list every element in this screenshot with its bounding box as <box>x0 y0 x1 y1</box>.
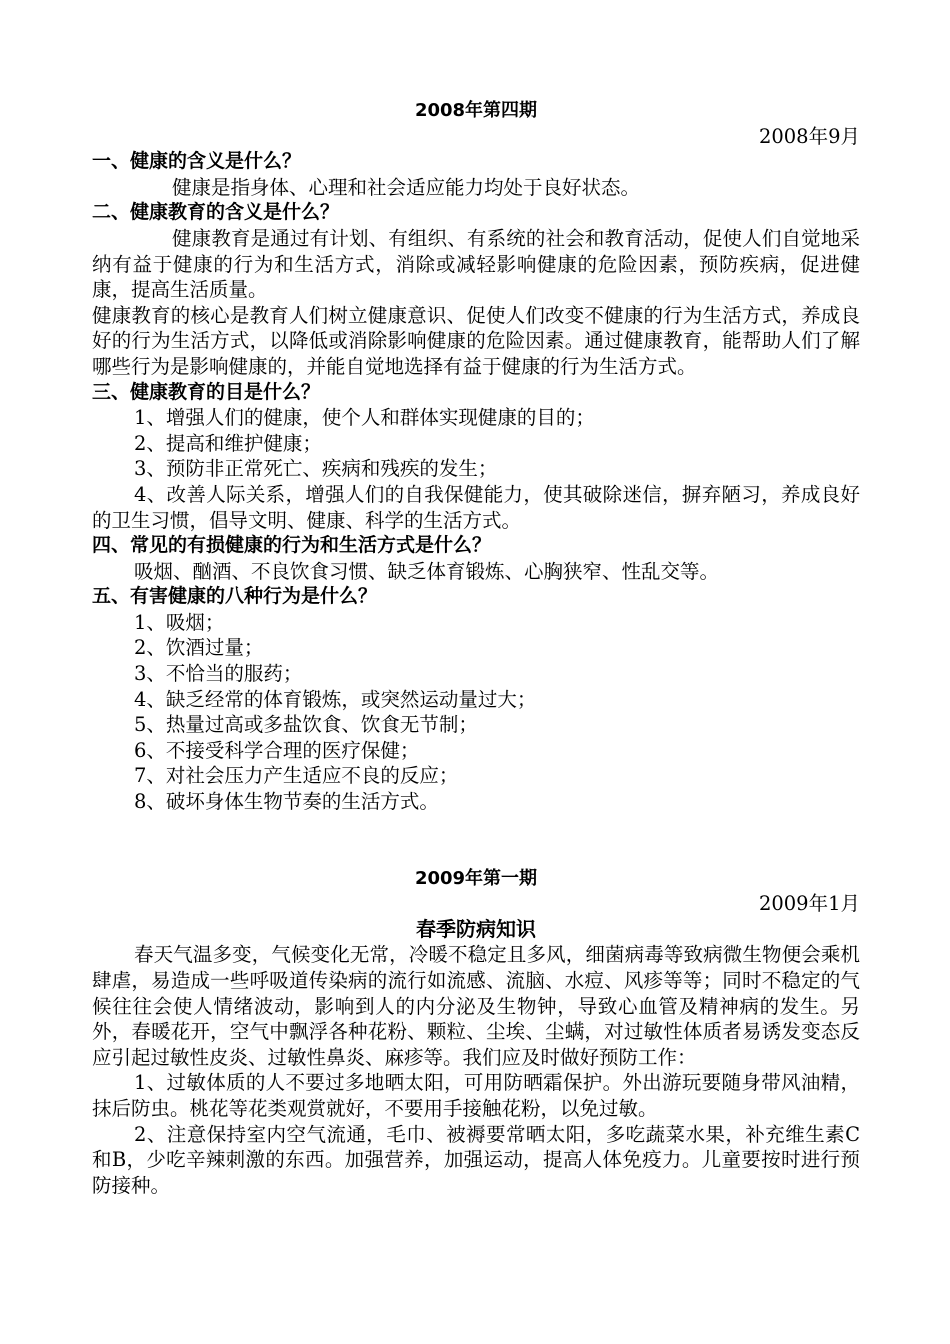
list-item: 1、吸烟； <box>134 610 225 634</box>
list-item: 2、饮酒过量； <box>134 636 264 660</box>
list-item: 1、增强人们的健康，使个人和群体实现健康的目的； <box>134 406 595 430</box>
answer-text: 吸烟、酗酒、不良饮食习惯、缺乏体育锻炼、心胸狭窄、性乱交等。 <box>134 559 720 583</box>
answer-text: 健康教育的核心是教育人们树立健康意识、促使人们改变不健康的行为生活方式，养成良好的行为生活方式，以降低或消除影响健康的危险因素。通过健康教育，能帮助人们了解哪些行为是影响健康的，并能自觉地选择有益于健康的行为生活方式。 <box>92 303 860 378</box>
list-item: 8、破坏身体生物节奏的生活方式。 <box>134 790 439 814</box>
question-heading: 五、有害健康的八种行为是什么？ <box>92 585 378 608</box>
question-heading: 二、健康教育的含义是什么？ <box>92 201 340 224</box>
list-item: 5、热量过高或多盐饮食、饮食无节制； <box>134 713 478 737</box>
list-item: 3、预防非正常死亡、疾病和残疾的发生； <box>134 457 498 481</box>
issue-date: 2009年1月 <box>758 892 860 916</box>
question-heading: 一、健康的含义是什么？ <box>92 150 302 173</box>
issue-title: 2009年第一期 <box>414 867 538 889</box>
article-paragraph: 2、注意保持室内空气流通，毛巾、被褥要常晒太阳，多吃蔬菜水果，补充维生素C和B，少吃辛辣刺激的东西。加强营养，加强运动，提高人体免疫力。儿童要按时进行预防接种。 <box>92 1122 860 1197</box>
answer-text: 健康是指身体、心理和社会适应能力均处于良好状态。 <box>172 175 641 199</box>
list-item: 4、改善人际关系，增强人们的自我保健能力，使其破除迷信，摒弃陋习，养成良好的卫生习惯，倡导文明、健康、科学的生活方式。 <box>92 482 860 532</box>
issue-date: 2008年9月 <box>758 124 860 148</box>
list-item: 4、缺乏经常的体育锻炼，或突然运动量过大； <box>134 687 537 711</box>
question-heading: 四、常见的有损健康的行为和生活方式是什么？ <box>92 534 492 557</box>
article-paragraph: 1、过敏体质的人不要过多地晒太阳，可用防晒霜保护。外出游玩要随身带风油精，抹后防虫。桃花等花类观赏就好，不要用手接触花粉，以免过敏。 <box>92 1071 860 1120</box>
answer-text: 健康教育是通过有计划、有组织、有系统的社会和教育活动，促使人们自觉地采纳有益于健康的行为和生活方式，消除或减轻影响健康的危险因素，预防疾病，促进健康，提高生活质量。 <box>92 226 860 302</box>
list-item: 6、不接受科学合理的医疗保健； <box>134 738 420 762</box>
list-item: 3、不恰当的服药； <box>134 662 303 686</box>
question-heading: 三、健康教育的目是什么？ <box>92 380 321 403</box>
list-item: 7、对社会压力产生适应不良的反应； <box>134 764 459 788</box>
section-gap <box>92 815 860 866</box>
issue-title: 2008年第四期 <box>414 100 538 121</box>
list-item: 2、提高和维护健康； <box>134 431 322 455</box>
article-heading: 春季防病知识 <box>416 916 536 941</box>
document-page <box>92 98 860 1198</box>
article-paragraph: 春天气温多变，气候变化无常，冷暖不稳定且多风，细菌病毒等致病微生物便会乘机肆虐，易造成一些呼吸道传染病的流行如流感、流脑、水痘、风疹等等；同时不稳定的气候往往会使人情绪波动，影响到人的内分泌及生物钟，导致心血管及精神病的发生。另外，春暖花开，空气中飘浮各种花粉、颗粒、尘埃、尘螨，对过敏性体质者易诱发变态反应引起过敏性皮炎、过敏性鼻炎、麻疹等。我们应及时做好预防工作： <box>92 943 860 1069</box>
